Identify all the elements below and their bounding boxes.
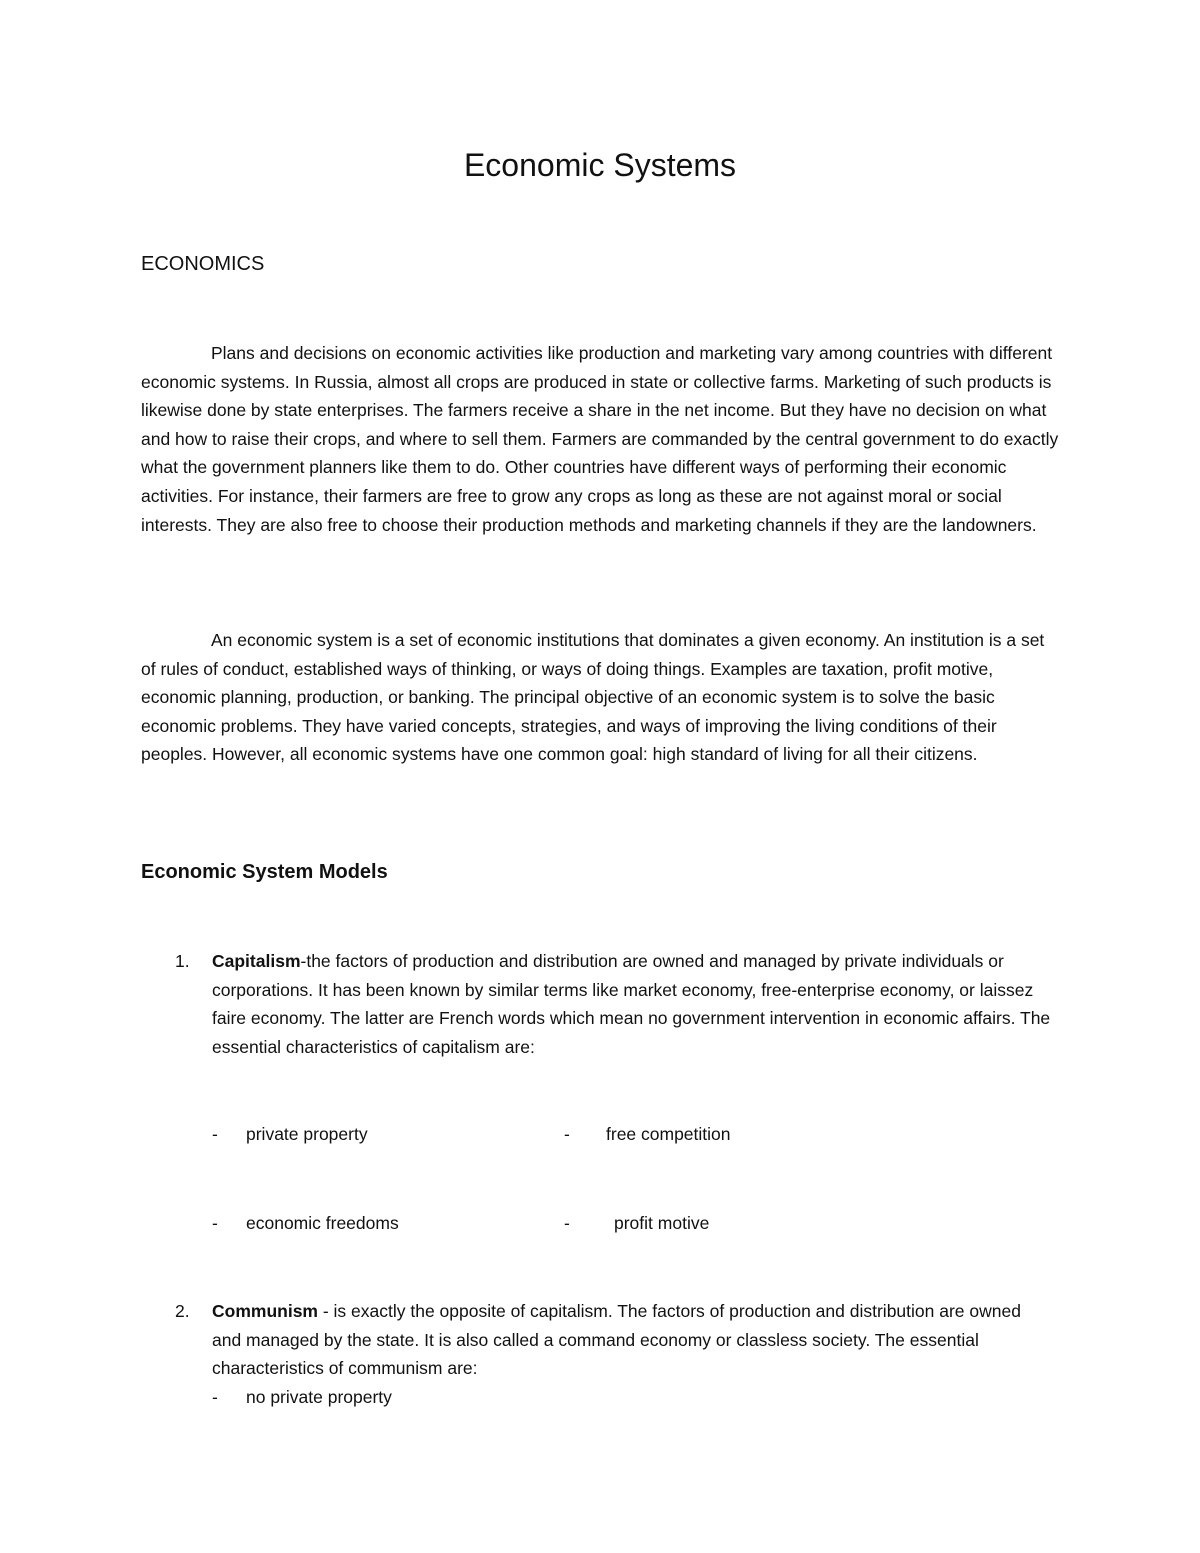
bullet-text: free competition [606,1124,731,1144]
section-heading-economics: ECONOMICS [141,253,265,275]
paragraph-economic-system-definition: An economic system is a set of economic institutions that dominates a given economy. An institution is a set of rules of conduct, established ways of thinking, or ways of doing things. Examples are taxation, profit motive, economic planning, production, or banking. The principal objective of an economic system is to solve the basic economic problems. They have varied concepts, strategies, and ways of improving the living conditions of their peoples. However, all economic systems have one common goal: high standard of living for all their citizens. [141,630,1045,765]
bullet-item [212,1383,392,1411]
bullet-text: private property [246,1124,368,1144]
bullet-dash: - [564,1213,570,1233]
list-item-body [212,947,1052,1061]
list-number: 1. [175,951,190,971]
list-description: - is exactly the opposite of capitalism. The factors of production and distribution are owned and managed by the state. It is also called a command economy or classless society. The essential characteristics of communism are: [212,1301,1021,1379]
list-term: Capitalism [212,951,301,971]
list-item-body [212,1297,1052,1383]
list-item-communism [141,1297,1041,1383]
paragraph-economic-activities: Plans and decisions on economic activities like production and marketing vary among countries with different economic systems. In Russia, almost all crops are produced in state or collective farms. Marketing of such products is likewise done by state enterprises. The farmers receive a share in the net income. But they have no decision on what and how to raise their crops, and where to sell them. Farmers are commanded by the central government to do exactly what the government planners like them to do. Other countries have different ways of performing their economic activities. For instance, their farmers are free to grow any crops as long as these are not against moral or social interests. They are also free to choose their production methods and marketing channels if they are the landowners. [141,343,1059,535]
bullet-text: no private property [246,1387,392,1407]
list-term: Communism [212,1301,318,1321]
bullet-dash: - [212,1124,218,1144]
bullet-item [564,1209,709,1237]
bullet-dash: - [564,1124,570,1144]
bullet-text: profit motive [614,1213,710,1233]
section-heading-models: Economic System Models [141,861,388,883]
bullet-item [212,1209,399,1237]
list-item-capitalism [141,947,1051,1061]
bullet-text: economic freedoms [246,1213,399,1233]
bullet-dash: - [212,1387,218,1407]
document-title: Economic Systems [463,147,737,183]
list-description: -the factors of production and distribution are owned and managed by private individuals or corporations. It has been known by similar terms like market economy, free-enterprise economy, or laissez faire economy. The latter are French words which mean no government intervention in economic affairs. The essential characteristics of capitalism are: [212,951,1051,1057]
list-number: 2. [175,1301,190,1321]
bullet-item [564,1120,731,1148]
bullet-dash: - [212,1213,218,1233]
bullet-item [212,1120,368,1148]
